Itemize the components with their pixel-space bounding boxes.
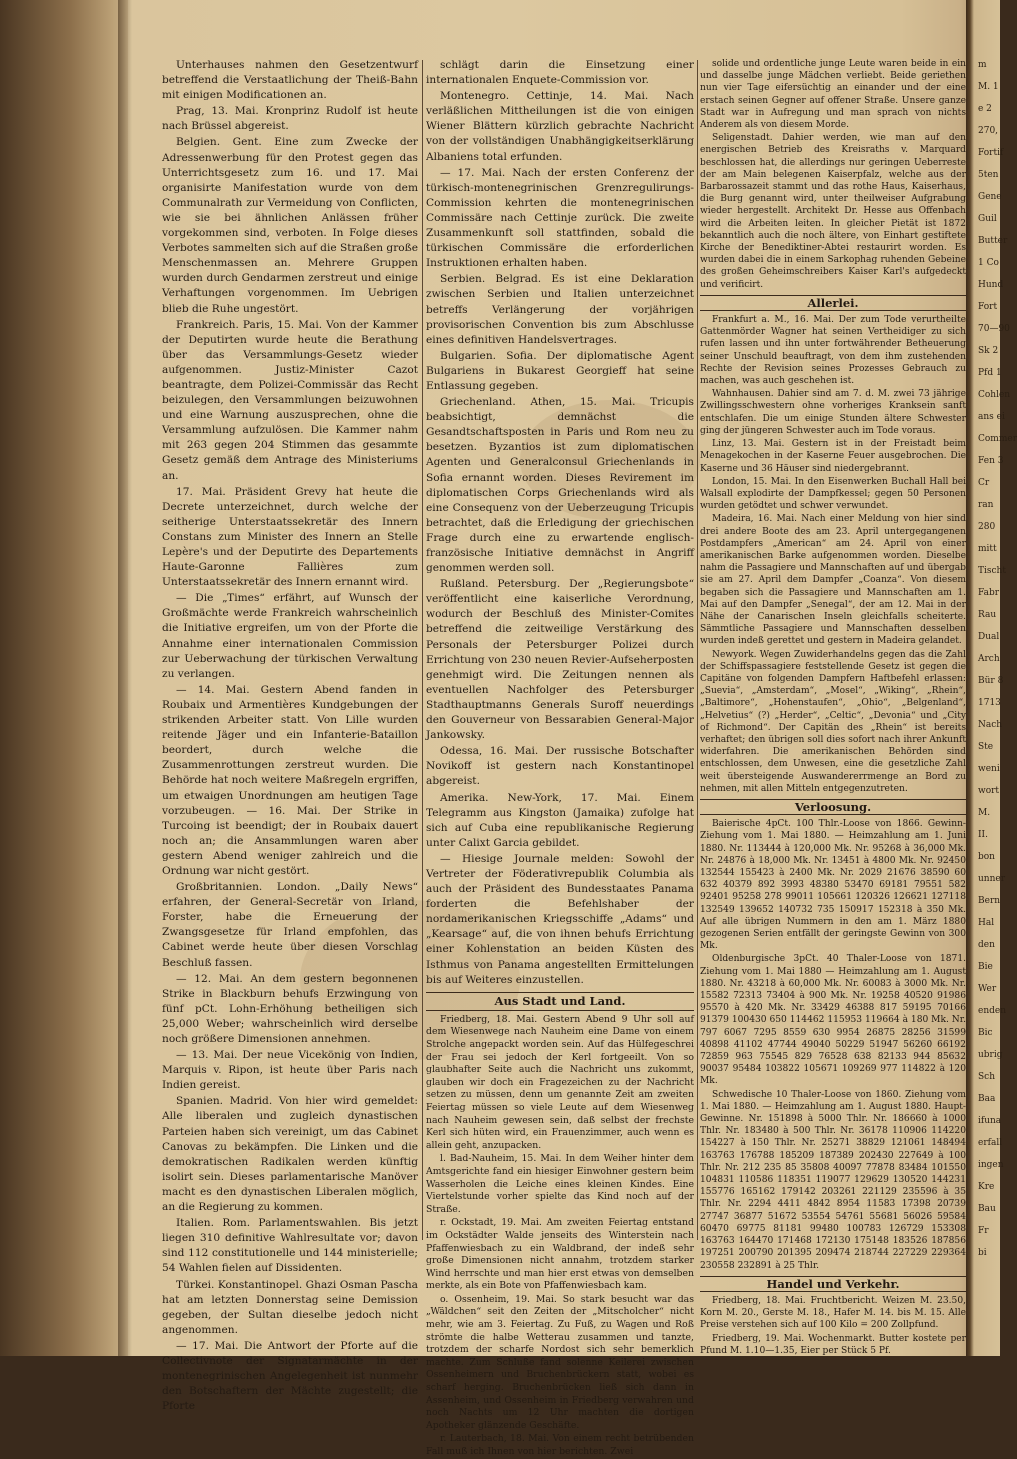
edge-fragment: Fen 3 xyxy=(978,456,1004,466)
edge-fragment: Fabr xyxy=(978,588,1000,598)
article-paragraph: Prag, 13. Mai. Kronprinz Rudolf ist heute nach Brüssel abgereist. xyxy=(162,105,418,133)
article-paragraph: 17. Mai. Präsident Grevy hat heute die Decrete unterzeichnet, durch welche der seitherige Unterstaatssekretär des Innern Constans zum Minister des Innern an Stelle Lepère's und der Deputirte des Departements Haute-Garonne Fallières zum Unterstaatssekretär des Innern ernannt wird. xyxy=(162,485,418,589)
article-paragraph: London, 15. Mai. In den Eisenwerken Buchall Hall bei Walsall explodirte der Dampfkessel; gegen 50 Personen wurden getödtet und schwer verwundet. xyxy=(700,476,966,512)
edge-fragment: Rau xyxy=(978,610,997,620)
article-paragraph: Griechenland. Athen, 15. Mai. Tricupis beabsichtigt, demnächst die Gesandtschaftsposten in Paris und Rom neu zu besetzen. Byzantios ist zum diplomatischen Agenten und Generalconsul Griechenlands in Sofia ernannt worden. Dieses Revirement im diplomatischen Corps Griechenlands wird als eine Consequenz von der Ueberzeugung Tricupis betrachtet, daß die Erledigung der griechischen Frage durch eine zu erwartende englisch-französische Initiative demnächst in Angriff genommen werden soll. xyxy=(426,396,694,575)
edge-fragment: Hund xyxy=(978,280,1004,290)
edge-fragment: e 2 xyxy=(978,104,992,114)
column-3-local-news xyxy=(700,58,966,291)
lottery-results xyxy=(700,818,966,1272)
article-paragraph: — Die „Times“ erfährt, auf Wunsch der Großmächte werde Frankreich wahrscheinlich die Initiative ergreifen, um von der Pforte die Annahme einer internationalen Commission zur Ueberwachung der türkischen Verwaltung zu verlangen. xyxy=(162,592,418,680)
article-paragraph: schlägt darin die Einsetzung einer internationalen Enquete-Commission vor. xyxy=(426,59,694,87)
article-paragraph: Amerika. New-York, 17. Mai. Einem Telegramm aus Kingston (Jamaika) zufolge hat sich auf Cuba eine republikanische Regierung unter Calixt Garcia gebildet. xyxy=(426,791,694,849)
edge-fragment: Gene xyxy=(978,192,1002,202)
article-paragraph: Friedberg, 18. Mai. Gestern Abend 9 Uhr soll auf dem Wiesenwege nach Nauheim eine Dame von einem Strolche angepackt worden sein. Auf das Hülfegeschrei der Frau sei jedoch der Kerl fortgeeilt. Von so glaubhafter Seite auch die Nachricht uns zukommt, glauben wir doch ein Fragezeichen zu der Nachricht setzen zu müssen, denn um genannte Zeit am zweiten Feiertag müssen so viele Leute auf dem Wiesenweg nach Nauheim gewesen sein, daß selbst der frechste Kerl sich hüten wird, ein Frauenzimmer, auch wenn es allein geht, anzupacken. xyxy=(426,1013,694,1151)
adjacent-page-edge xyxy=(966,0,1017,1356)
article-paragraph: Seligenstadt. Dahier werden, wie man auf den energischen Betrieb des Kreisraths v. Marquard beschlossen hat, die allerdings nur geringen Ueberreste der am Main belegenen Kaiserpfalz, welche aus der Barbarossazeit stammt und das rothe Haus, Kaiserhaus, die Burg genannt wird, unter theilweiser Aufgrabung wieder hergestellt. Architekt Dr. Hesse aus Offenbach wird die Arbeiten leiten. In gleicher Pietät ist 1872 bekanntlich auch die noch ältere, von Einhart gestiftete Kirche der Benediktiner-Abtei restaurirt worden. Es wurden dabei die in einem Sarkophag ruhenden Gebeine des großen Geheimschreibers Kaiser Karl's aufgedeckt und verificirt. xyxy=(700,133,966,290)
edge-fragment: weni xyxy=(978,764,1000,774)
edge-fragment: Nach xyxy=(978,720,1003,730)
binding-shadow xyxy=(118,0,132,1356)
article-paragraph: Newyork. Wegen Zuwiderhandelns gegen das die Zahl der Schiffspassagiere feststellende Gesetz ist gegen die Capitäne von folgenden Dampfern Haftbefehl erlassen: „Suevia“, „Amsterdam“, „Mosel“, „Wiking“, „Rhein“, „Baltimore“, „Hohenstaufen“, „Ohio“, „Belgenland“, „Helvetius“ (?) „Herder“, „Celtic“, „Devonia“ und „City of Richmond“. Der Capitän des „Rhein“ ist bereits verhaftet; den übrigen soll dies sofort nach ihrer Ankunft widerfahren. Die amerikanischen Behörden sind entschlossen, dem Unwesen, eine die gesetzliche Zahl weit übersteigende Auswandererrmenge an Bord zu nehmen, mit allen Mitteln entgegenzutreten. xyxy=(700,649,966,794)
article-paragraph: Montenegro. Cettinje, 14. Mai. Nach verläßlichen Mittheilungen ist die von einigen Wiener Blättern kürzlich gebrachte Nachricht von der vollständigen Unabhängigkeitserklärung Albaniens total erfunden. xyxy=(426,90,694,163)
edge-fragment: Cohlen xyxy=(978,390,1011,400)
edge-fragment: Ste xyxy=(978,742,994,752)
article-paragraph: — 12. Mai. An dem gestern begonnenen Strike in Blackburn behufs Erzwingung von fünf pCt. Lohn-Erhöhung betheiligen sich 25,000 Weber; wahrscheinlich wird derselbe noch größere Dimensionen annehmen. xyxy=(162,972,418,1045)
edge-fragment: ans ei xyxy=(978,412,1005,422)
article-paragraph: Belgien. Gent. Eine zum Zwecke der Adressenwerbung für den Protest gegen das Unterrichtsgesetz zum 16. und 17. Mai organisirte Manifestation wurde von dem Communalrath zur Vermeidung von Conflicten, wie sie bei ähnlichen Anlässen früher vorgekommen sind, verboten. In Folge dieses Verbotes sammelten sich auf die Straßen große Menschenmassen an. Mehrere Gruppen wurden durch Gendarmen zerstreut und einige Verhaftungen vorgenommen. Im Uebrigen blieb die Ruhe ungestört. xyxy=(162,136,418,315)
column-2-news xyxy=(426,58,694,988)
edge-fragment: 1 Co xyxy=(978,258,999,268)
edge-fragment: 280 xyxy=(978,522,996,532)
article-paragraph: Serbien. Belgrad. Es ist eine Deklaration zwischen Serbien und Italien unterzeichnet betreffs Verlängerung der vorjährigen provisorischen Convention bis zum Abschlusse eines definitiven Handelsvertrages. xyxy=(426,273,694,346)
article-paragraph: — 17. Mai. Die Antwort der Pforte auf die Collectivnote der Signatarmächte in der montenegrinischen Angelegenheit ist nunmehr den Botschaftern der Mächte zugestellt; die Pforte xyxy=(162,1339,418,1413)
edge-fragment: Kre xyxy=(978,1182,995,1192)
article-paragraph: Odessa, 16. Mai. Der russische Botschafter Novikoff ist gestern nach Konstantinopel abgereist. xyxy=(426,745,694,788)
edge-fragment: Wer xyxy=(978,984,997,994)
edge-fragment: Commer xyxy=(978,434,1017,444)
article-paragraph: Oldenburgische 3pCt. 40 Thaler-Loose von 1871. Ziehung vom 1. Mai 1880 — Heimzahlung am 1. August 1880. Nr. 43218 à 60,000 Mk. Nr. 60083 à 3000 Mk. Nr. 15582 72313 73404 à 900 Mk. Nr. 19258 40520 91986 95570 à 420 Mk. Nr. 33429 46388 817 59195 70166 91379 100430 650 114462 115953 119664 à 180 Mk. Nr. 797 6067 7295 8559 630 9954 26875 28256 31599 40898 41102 47744 49040 50229 51947 56260 66192 72859 963 75545 829 76528 638 82133 944 85632 90037 95484 103822 105671 109269 977 114822 à 120 Mk. xyxy=(700,954,966,1087)
edge-fragment: Dual xyxy=(978,632,1000,642)
edge-fragment: 270, xyxy=(978,126,999,136)
edge-fragment: Baa xyxy=(978,1094,996,1104)
trade-reports xyxy=(700,1295,966,1357)
edge-fragment: bi xyxy=(978,1248,987,1258)
edge-fragment: M. xyxy=(978,808,991,818)
edge-fragment: Tischt xyxy=(978,566,1006,576)
edge-fragment: ubrig xyxy=(978,1050,1003,1060)
article-paragraph: — 17. Mai. Nach der ersten Conferenz der türkisch-montenegrinischen Grenzregulirungs-Commission kehrten die montenegrinischen Commissäre nach Cettinje zurück. Die zweite Zusammenkunft soll stattfinden, sobald die türkischen Commissäre die erforderlichen Instruktionen erhalten haben. xyxy=(426,166,694,270)
article-paragraph: Baierische 4pCt. 100 Thlr.-Loose von 1866. Gewinn-Ziehung vom 1. Mai 1880. — Heimzahlung am 1. Juni 1880. Nr. 113444 à 120,000 Mk. Nr. 95268 à 36,000 Mk. Nr. 24876 à 18,000 Mk. Nr. 13451 à 4800 Mk. Nr. 92450 132544 155423 à 2400 Mk. Nr. 2029 21676 38590 60 632 40379 892 3993 48380 53470 69181 79551 582 92401 95258 278 99011 105661 120326 126621 127118 132549 139652 140732 735 150917 152318 à 350 Mk. Auf alle übrigen Nummern in den am 1. März 1880 gezogenen Serien entfällt der geringste Gewinn von 300 Mk. xyxy=(700,819,966,952)
article-paragraph: Spanien. Madrid. Von hier wird gemeldet: Alle liberalen und zugleich dynastischen Parteien haben sich vereinigt, um das Cabinet Canovas zu bekämpfen. Die Linken und die demokratischen Radikalen werden künftig isolirt sein. Dieses parlamentarische Manöver macht es den dynastischen Liberalen möglich, an die Regierung zu kommen. xyxy=(162,1095,418,1214)
article-paragraph: Frankreich. Paris, 15. Mai. Von der Kammer der Deputirten wurde heute die Berathung über das Versammlungs-Gesetz wieder aufgenommen. Justiz-Minister Cazot beantragte, dem Polizei-Commissär das Recht beizulegen, den Versammlungen beizuwohnen und eine Warnung auszusprechen, ohne die Versammlung aufzulösen. Die Kammer nahm mit 263 gegen 204 Stimmen das gesammte Gesetz gemäß dem Antrage des Ministeriums an. xyxy=(162,318,418,482)
edge-fragment: 5ten xyxy=(978,170,999,180)
edge-fragment: bon xyxy=(978,852,995,862)
edge-fragment: Arch xyxy=(978,654,1000,664)
article-paragraph: Unterhauses nahmen den Gesetzentwurf betreffend die Verstaatlichung der Theiß-Bahn mit einigen Modificationen an. xyxy=(162,59,418,102)
edge-fragment: Bau xyxy=(978,1204,996,1214)
edge-fragment: ingen xyxy=(978,1160,1004,1170)
edge-fragment: Sch xyxy=(978,1072,996,1082)
article-paragraph: Türkei. Konstantinopel. Ghazi Osman Pascha hat am letzten Donnerstag seine Demission gegeben, der Sultan dieselbe jedoch nicht angenommen. xyxy=(162,1278,418,1336)
article-paragraph: solide und ordentliche junge Leute waren beide in ein und dasselbe junge Mädchen verliebt. Beide geriethen nun vier Tage eifersüchtig an einander und der eine erstach seinen Gegner auf offener Straße. Unsere ganze Stadt war in Aufregung und man sprach von nichts Anderem als von diesem Morde. xyxy=(700,59,966,131)
article-paragraph: Großbritannien. London. „Daily News“ erfahren, der General-Secretär von Irland, Forster, habe die Erneuerung der Zwangsgesetze für Irland empfohlen, das Cabinet werde heute über diesen Vorschlag Beschluß fassen. xyxy=(162,881,418,969)
edge-fragment: M. 1 xyxy=(978,82,999,92)
article-paragraph: Linz, 13. Mai. Gestern ist in der Freistadt beim Menagekochen in der Kaserne Feuer ausgebrochen. Die Kaserne und 36 Häuser sind niedergebrannt. xyxy=(700,439,966,474)
edge-fragment: Fort xyxy=(978,302,998,312)
edge-fragment: Bie xyxy=(978,962,993,972)
article-paragraph: o. Ossenheim, 19. Mai. So stark besucht war das „Wäldchen“ seit den Zeiten der „Mitscholcher“ nicht mehr, wie am 3. Feiertag. Zu Fuß, zu Wagen und Roß strömte die halbe Wetterau zusammen und tanzte, trotzdem der scharfe Nordost sich sehr bemerklich machte. Zum Schluße fand solenne Keilerei zwischen Ossenheimern und Bruchenbrückern statt, wobei es scharf herging. Bruchenbrücken ließ sich dann in Assenheim, und Ossenheim in Friedberg verwahren und noch Nachts um 12 Uhr machten die dortigen Apotheker glänzende Geschäfte. xyxy=(426,1293,694,1431)
section-heading-verloosung: Verloosung. xyxy=(700,799,966,815)
edge-fragment: wort xyxy=(978,786,1000,796)
edge-fragment: Fortif xyxy=(978,148,1004,158)
edge-fragment: Bür 8 xyxy=(978,676,1004,686)
edge-fragment: 1713 xyxy=(978,698,1001,708)
edge-fragment: II. xyxy=(978,830,988,840)
article-paragraph: r. Ockstadt, 19. Mai. Am zweiten Feiertag entstand im Ockstädter Walde jenseits des Winterstein nach Pfaffenwiesbach zu ein Waldbrand, der indeß sehr große Dimensionen nicht annahm, trotzdem starker Wind herrschte und man hier erst etwas von demselben merkte, als ein Bote von Pfaffenwiesbach kam. xyxy=(426,1217,694,1292)
edge-fragment: Guil xyxy=(978,214,997,224)
column-1 xyxy=(162,58,418,1413)
article-paragraph: — 13. Mai. Der neue Vicekönig von Indien, Marquis v. Ripon, ist heute über Paris nach Indien gereist. xyxy=(162,1049,418,1092)
edge-fragment: Bic xyxy=(978,1028,993,1038)
edge-fragment: m xyxy=(978,60,987,70)
article-paragraph: r. Lauterbach, 18. Mai. Von einem recht betrübenden Fall muß ich Ihnen von hier berichten. Zwei xyxy=(426,1433,694,1457)
edge-fragment: mitt xyxy=(978,544,997,554)
column-2-local-news xyxy=(426,1014,694,1459)
article-paragraph: Bulgarien. Sofia. Der diplomatische Agent Bulgariens in Bukarest Georgieff hat seine Entlassung gegeben. xyxy=(426,349,694,392)
edge-fragment: den xyxy=(978,940,995,950)
edge-fragment: Cr xyxy=(978,478,990,488)
article-paragraph: Friedberg, 18. Mai. Fruchtbericht. Weizen M. 23.50, Korn M. 20., Gerste M. 18., Hafer M. 14. bis M. 15. Alle Preise verstehen sich auf 100 Kilo = 200 Zollpfund. xyxy=(700,1295,966,1331)
edge-fragment: enden xyxy=(978,1006,1007,1016)
section-heading-allerlei: Allerlei. xyxy=(700,295,966,311)
book-binding xyxy=(0,0,128,1356)
article-paragraph: Rußland. Petersburg. Der „Regierungsbote“ veröffentlicht eine kaiserliche Verordnung, wodurch der Beschluß des Minister-Comites betreffend die zeitweilige Verstärkung des Personals der Petersburger Polizei durch Errichtung von 230 neuen Revier-Aufseherposten genehmigt wird. Die Zeitungen nennen als eventuellen Nachfolger des Petersburger Stadthauptmanns Generals Suroff neuerdings den Gouverneur von Bessarabien General-Major Jankowsky. xyxy=(426,578,694,742)
section-heading-handel: Handel und Verkehr. xyxy=(700,1276,966,1292)
edge-fragment: erfall xyxy=(978,1138,1003,1148)
article-paragraph: Madeira, 16. Mai. Nach einer Meldung von hier sind drei andere Boote des am 23. April untergegangenen Postdampfers „American“ am 24. April von einer amerikanischen Barke aufgenommen worden. Dieselbe nahm die Passagiere und Mannschaften auf und übergab sie am 27. April dem Dampfer „Coanza“. Von diesem begaben sich die Passagiere und Mannschaften am 1. Mai auf den Dampfer „Senegal“, der am 12. Mai in der Nähe der Canarischen Inseln gleichfalls scheiterte. Sämmtliche Passagiere und Mannschaften desselben wurden indeß gerettet und gestern in Madeira gelandet. xyxy=(700,514,966,647)
edge-fragment: 70—90 xyxy=(978,324,1010,334)
allerlei-news xyxy=(700,314,966,795)
column-3 xyxy=(700,58,966,1356)
edge-fragment: Fr xyxy=(978,1226,989,1236)
article-paragraph: Wahnhausen. Dahier sind am 7. d. M. zwei 73 jährige Zwillingsschwestern ohne vorheriges Kranksein sanft entschlafen. Die um einige Stunden ältere Schwester ging der jüngeren Schwester auch im Tode voraus. xyxy=(700,389,966,436)
edge-fragment: Bern xyxy=(978,896,1001,906)
column-2 xyxy=(426,58,694,1457)
article-paragraph: — 14. Mai. Gestern Abend fanden in Roubaix und Armentières Kundgebungen der strikenden Arbeiter statt. Von Lille wurden reitende Jäger und ein Infanterie-Bataillon beordert, durch welche die Zusammenrottungen zerstreut wurden. Die Behörde hat noch weitere Maßregeln ergriffen, um etwaigen Unordnungen am heutigen Tage vorzubeugen. — 16. Mai. Der Strike in Turcoing ist beendigt; der in Roubaix dauert noch an; die Ansammlungen waren aber gestern Abend weniger zahlreich und die Ordnung war nicht gestört. xyxy=(162,683,418,877)
edge-fragment: ran xyxy=(978,500,994,510)
section-heading-stadt-land: Aus Stadt und Land. xyxy=(426,992,694,1011)
column-rule xyxy=(697,60,698,1240)
article-paragraph: Friedberg, 19. Mai. Wochenmarkt. Butter kostete per Pfund M. 1.10—1.35, Eier per Stück 5 Pf. xyxy=(700,1333,966,1356)
article-paragraph: Italien. Rom. Parlamentswahlen. Bis jetzt liegen 310 definitive Wahlresultate vor; davon sind 112 constitutionelle und 144 ministerielle; 54 Wahlen fielen auf Dissidenten. xyxy=(162,1217,418,1275)
article-paragraph: Schwedische 10 Thaler-Loose von 1860. Ziehung vom 1. Mai 1880. — Heimzahlung am 1. August 1880. Haupt-Gewinne. Nr. 151898 à 5000 Thlr. Nr. 186660 à 1000 Thlr. Nr. 183480 à 500 Thlr. Nr. 36178 110906 114220 154227 à 150 Thlr. Nr. 25271 38829 121061 148494 163763 176788 185209 187389 202430 227649 à 100 Thlr. Nr. 212 235 85 35808 40097 77878 83484 101550 104831 110586 118351 119077 129629 130520 144231 155776 165162 179142 203261 221129 235596 à 35 Thlr. Nr. 2294 4411 4842 8954 11583 17398 20739 27747 36877 51672 53554 54761 55681 56026 59584 60470 69775 81181 99480 100783 126729 153308 163763 164470 171468 172130 175148 183526 187856 197251 200790 201395 209474 218744 227229 229364 230558 232891 à 25 Thlr. xyxy=(700,1089,966,1271)
edge-fragment: ifuna xyxy=(978,1116,1002,1126)
column-rule xyxy=(422,60,423,1240)
article-paragraph: l. Bad-Nauheim, 15. Mai. In dem Weiher hinter dem Amtsgerichte fand ein hiesiger Einwohner gestern beim Wasserholen die Leiche eines kleinen Kindes. Eine Viertelstunde vorher spielte das Kind noch auf der Straße. xyxy=(426,1153,694,1215)
edge-fragment: unner xyxy=(978,874,1006,884)
article-paragraph: Frankfurt a. M., 16. Mai. Der zum Tode verurtheilte Gattenmörder Wagner hat seinen Vertheidiger zu sich rufen lassen und ihn unter fortwährender Betheuerung seiner Unschuld beauftragt, von dem ihm zustehenden Rechte der Revision seines Prozesses Gebrauch zu machen, was auch geschehen ist. xyxy=(700,315,966,387)
edge-fragment: Butter xyxy=(978,236,1008,246)
edge-fragment: Hal xyxy=(978,918,995,928)
edge-fragment: Pfd 1 xyxy=(978,368,1002,378)
edge-fragment: Sk 2 xyxy=(978,346,999,356)
article-paragraph: — Hiesige Journale melden: Sowohl der Vertreter der Föderativrepublik Columbia als auch der Präsident des Bundesstaates Panama forderten die Befehlshaber der nordamerikanischen Kriegsschiffe „Adams“ und „Kearsage“ auf, die von ihnen behufs Errichtung einer Kohlenstation an beiden Küsten des Isthmus von Panama angestellten Ermittelungen bis auf Weiteres einzustellen. xyxy=(426,852,694,986)
